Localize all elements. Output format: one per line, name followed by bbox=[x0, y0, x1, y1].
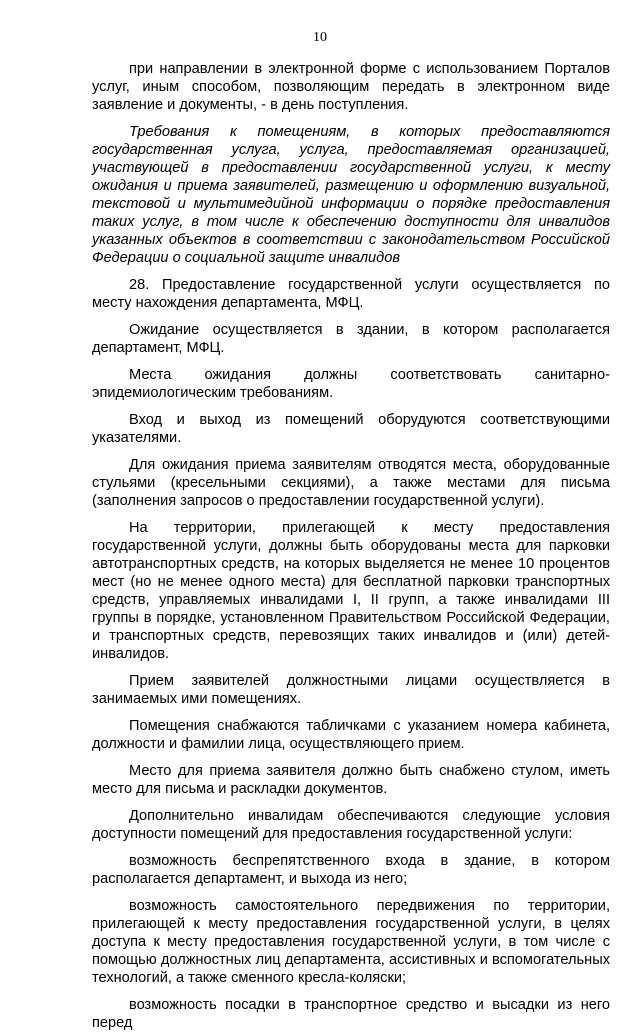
paragraph-waiting-seats: Для ожидания приема заявителям отводятся места, оборудованные стульями (кресельными секциями), а также местами для письма (заполнения запросов о предоставлении государственной услуги). bbox=[92, 457, 610, 509]
section-heading-premises-requirements: Требования к помещениям, в которых предоставляются государственная услуга, услуга, предоставляемая организацией, участвующей в предоставлении государственной услуги, к месту ожидания и приема заявителей, размещению и оформлению визуальной, текстовой и мультимедийной информации о порядке предоставления таких услуг, в том числе к обеспечению доступности для инвалидов указанных объектов в соответствии с законодательством Российской Федерации о социальной защите инвалидов bbox=[92, 124, 610, 266]
paragraph-room-signs: Помещения снабжаются табличками с указанием номера кабинета, должности и фамилии лица, осуществляющего прием. bbox=[92, 718, 610, 752]
paragraph-28-service-location: 28. Предоставление государственной услуги осуществляется по месту нахождения департамента, МФЦ. bbox=[92, 277, 610, 311]
paragraph-entrance-signs: Вход и выход из помещений оборудуются соответствующими указателями. bbox=[92, 412, 610, 446]
paragraph-waiting-building: Ожидание осуществляется в здании, в котором располагается департамент, МФЦ. bbox=[92, 322, 610, 356]
paragraph-reception-officials: Прием заявителей должностными лицами осуществляется в занимаемых ими помещениях. bbox=[92, 673, 610, 707]
paragraph-waiting-sanitary: Места ожидания должны соответствовать санитарно-эпидемиологическим требованиям. bbox=[92, 367, 610, 401]
paragraph-submission-electronic: при направлении в электронной форме с использованием Порталов услуг, иным способом, позволяющим передать в электронном виде заявление и документы, - в день поступления. bbox=[92, 61, 610, 113]
paragraph-parking: На территории, прилегающей к месту предоставления государственной услуги, должны быть оборудованы места для парковки автотранспортных средств, на которых выделяется не менее 10 процентов мест (но не менее одного места) для бесплатной парковки транспортных средств, управляемых инвалидами I, II групп, а также инвалидами III группы в порядке, установленном Правительством Российской Федерации, и транспортных средств, перевозящих таких инвалидов и (или) детей-инвалидов. bbox=[92, 520, 610, 662]
paragraph-independent-movement: возможность самостоятельного передвижения по территории, прилегающей к месту предоставления государственной услуги, в целях доступа к месту предоставления государственной услуги, в том числе с помощью должностных лиц департамента, ассистивных и вспомогательных технологий, а также сменного кресла-коляски; bbox=[92, 898, 610, 986]
paragraph-vehicle-boarding: возможность посадки в транспортное средство и высадки из него перед bbox=[92, 997, 610, 1031]
document-body bbox=[92, 60, 610, 1032]
paragraph-disabled-conditions: Дополнительно инвалидам обеспечиваются следующие условия доступности помещений для предоставления государственной услуги: bbox=[92, 808, 610, 842]
paragraph-reception-place: Место для приема заявителя должно быть снабжено стулом, иметь место для письма и раскладки документов. bbox=[92, 763, 610, 797]
page-number: 10 bbox=[313, 30, 327, 45]
paragraph-entrance-access: возможность беспрепятственного входа в здание, в котором располагается департамент, и выхода из него; bbox=[92, 853, 610, 887]
